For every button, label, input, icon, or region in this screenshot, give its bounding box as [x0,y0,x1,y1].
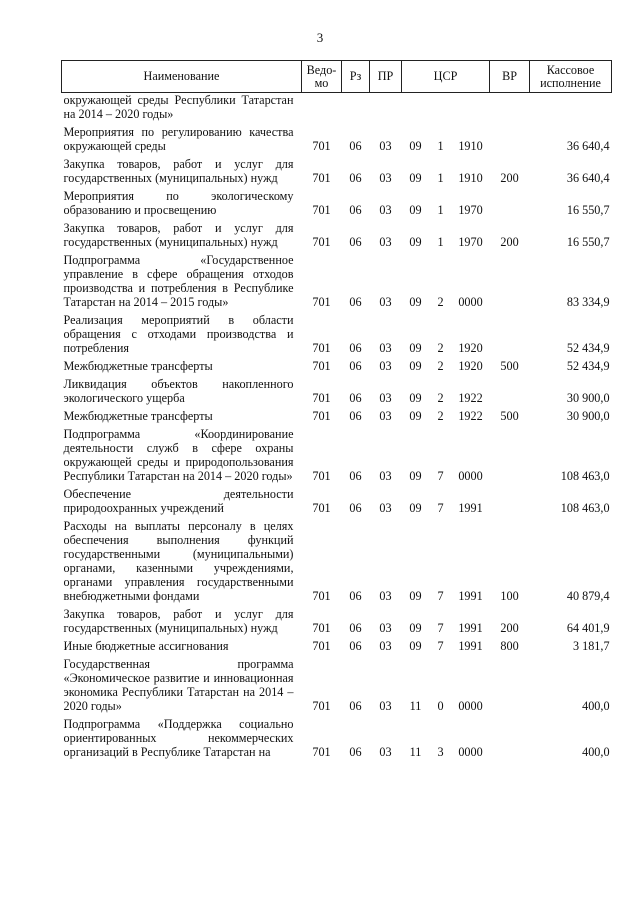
cell-sum: 400,0 [582,745,610,759]
header-sum-line1: Кассовое [546,62,595,77]
table-row [62,185,612,217]
cell-csr-program: 09 [409,469,422,483]
cell-name: Реализация мероприятий в области обращения с отходами производства и потребления [63,313,294,355]
cell-csr-subprogram: 2 [437,409,444,423]
cell-pr: 03 [379,699,392,713]
table-row [62,355,612,373]
cell-vr: 500 [500,359,519,373]
cell-name: Мероприятия по экологическому образованию и просвещению [63,189,294,217]
cell-csr-subprogram: 1 [437,171,444,185]
cell-name: Ликвидация объектов накопленного экологического ущерба [63,377,294,405]
cell-sum: 30 900,0 [566,409,610,423]
cell-pr: 03 [379,391,392,405]
cell-csr-item: 1991 [458,639,483,653]
cell-name: Обеспечение деятельности природоохранных учреждений [63,487,294,515]
cell-csr-program [402,93,430,122]
cell-rz: 06 [349,139,362,153]
cell-csr-subprogram: 7 [437,621,444,635]
cell-vr: 200 [500,171,519,185]
cell-vr [490,93,530,122]
cell-ved: 701 [312,295,331,309]
cell-sum: 64 401,9 [566,621,610,635]
cell-csr-item: 0000 [458,295,483,309]
cell-pr: 03 [379,501,392,515]
cell-sum: 16 550,7 [566,203,610,217]
cell-csr-item: 1970 [458,235,483,249]
cell-csr-program: 09 [409,391,422,405]
cell-sum: 83 334,9 [566,295,610,309]
cell-rz: 06 [349,699,362,713]
cell-rz: 06 [349,203,362,217]
cell-ved: 701 [312,639,331,653]
cell-sum [530,93,612,122]
cell-ved: 701 [312,745,331,759]
cell-csr-item: 1922 [458,409,483,423]
table-row [62,217,612,249]
cell-csr-program: 09 [409,621,422,635]
cell-sum: 30 900,0 [566,391,610,405]
cell-vr [490,713,530,759]
cell-rz: 06 [349,469,362,483]
table-row [62,93,612,122]
cell-csr-item: 1991 [458,621,483,635]
cell-vr: 200 [500,621,519,635]
header-name: Наименование [62,61,302,93]
cell-csr-program: 09 [409,203,422,217]
cell-vr [490,121,530,153]
cell-csr-subprogram: 1 [437,235,444,249]
header-sum [530,61,612,93]
cell-csr-program: 09 [409,589,422,603]
cell-sum: 36 640,4 [566,171,610,185]
cell-csr-program: 09 [409,501,422,515]
table-row [62,373,612,405]
cell-name: Закупка товаров, работ и услуг для государственных (муниципальных) нужд [63,157,294,185]
table-row [62,309,612,355]
cell-vr [490,483,530,515]
header-pr: ПР [370,61,402,93]
cell-pr: 03 [379,341,392,355]
cell-pr: 03 [379,639,392,653]
cell-rz: 06 [349,235,362,249]
cell-vr [490,653,530,713]
cell-csr-subprogram: 0 [437,699,444,713]
cell-csr-subprogram: 7 [437,501,444,515]
cell-sum: 52 434,9 [566,359,610,373]
cell-ved: 701 [312,341,331,355]
cell-csr-subprogram: 1 [437,203,444,217]
cell-ved: 701 [312,621,331,635]
table-row [62,121,612,153]
cell-pr: 03 [379,235,392,249]
cell-csr-subprogram: 1 [437,139,444,153]
cell-sum: 108 463,0 [560,469,610,483]
header-csr: ЦСР [402,61,490,93]
cell-vr [490,309,530,355]
cell-csr-program: 09 [409,639,422,653]
cell-csr-item: 1920 [458,341,483,355]
cell-name: Мероприятия по регулированию качества окружающей среды [63,125,294,153]
cell-name: Государственная программа «Экономическое развитие и инновационная экономика Республики Татарстан на 2014 – 2020 годы» [63,657,294,713]
cell-ved: 701 [312,139,331,153]
cell-csr-item: 1991 [458,589,483,603]
cell-csr-program: 09 [409,359,422,373]
cell-pr: 03 [379,621,392,635]
cell-rz [342,93,370,122]
table-row [62,515,612,603]
cell-rz: 06 [349,639,362,653]
cell-vr: 500 [500,409,519,423]
cell-csr-program: 09 [409,295,422,309]
cell-csr-subprogram: 7 [437,589,444,603]
cell-csr-program: 09 [409,171,422,185]
cell-csr-program: 11 [409,699,422,713]
cell-csr-program: 09 [409,341,422,355]
cell-csr-subprogram [430,93,452,122]
cell-sum: 36 640,4 [566,139,610,153]
cell-rz: 06 [349,171,362,185]
header-ved-line1: Ведо- [306,62,337,77]
table-body [62,93,612,760]
cell-sum: 400,0 [582,699,610,713]
cell-csr-item: 1970 [458,203,483,217]
cell-ved: 701 [312,589,331,603]
cell-pr: 03 [379,139,392,153]
header-ved-line2: мо [314,75,329,90]
cell-pr: 03 [379,469,392,483]
cell-sum: 52 434,9 [566,341,610,355]
table-row [62,653,612,713]
cell-rz: 06 [349,589,362,603]
cell-rz: 06 [349,295,362,309]
cell-rz: 06 [349,391,362,405]
table-row [62,423,612,483]
cell-name: Закупка товаров, работ и услуг для государственных (муниципальных) нужд [63,607,294,635]
cell-csr-program: 09 [409,139,422,153]
cell-rz: 06 [349,745,362,759]
cell-csr-program: 09 [409,235,422,249]
cell-vr [490,423,530,483]
cell-csr-subprogram: 3 [437,745,444,759]
header-sum-line2: исполнение [540,75,601,90]
cell-csr-item: 1922 [458,391,483,405]
cell-pr: 03 [379,745,392,759]
cell-ved: 701 [312,501,331,515]
cell-ved: 701 [312,469,331,483]
cell-csr-item: 0000 [458,469,483,483]
cell-csr-program: 09 [409,409,422,423]
cell-vr: 200 [500,235,519,249]
cell-name: Межбюджетные трансферты [63,359,213,373]
cell-vr: 800 [500,639,519,653]
cell-pr: 03 [379,359,392,373]
cell-rz: 06 [349,501,362,515]
cell-csr-subprogram: 2 [437,341,444,355]
cell-pr [370,93,402,122]
table-row [62,603,612,635]
table-row [62,153,612,185]
cell-vr [490,185,530,217]
cell-sum: 16 550,7 [566,235,610,249]
cell-csr-item: 1910 [458,139,483,153]
cell-ved: 701 [312,699,331,713]
cell-pr: 03 [379,295,392,309]
cell-ved: 701 [312,359,331,373]
cell-name: Подпрограмма «Поддержка социально ориентированных некоммерческих организаций в Республике Татарстан на [63,717,294,759]
header-ved [302,61,342,93]
table-row [62,483,612,515]
cell-name: Иные бюджетные ассигнования [63,639,229,653]
cell-rz: 06 [349,621,362,635]
cell-pr: 03 [379,171,392,185]
cell-pr: 03 [379,589,392,603]
cell-name: Подпрограмма «Координирование деятельности служб в сфере охраны окружающей среды и природопользования Республики Татарстан на 2014 – 2020 годы» [63,427,294,483]
cell-csr-item: 0000 [458,699,483,713]
cell-vr: 100 [500,589,519,603]
page-number: 3 [316,30,324,45]
cell-pr: 03 [379,409,392,423]
cell-sum: 3 181,7 [572,639,610,653]
cell-rz: 06 [349,341,362,355]
cell-name: Подпрограмма «Государственное управление в сфере обращения отходов производства и потребления в Республике Татарстан на 2014 – 2015 годы» [63,253,294,309]
table-row [62,249,612,309]
cell-sum: 40 879,4 [566,589,610,603]
cell-ved: 701 [312,203,331,217]
cell-csr-subprogram: 2 [437,391,444,405]
cell-name: Межбюджетные трансферты [63,409,213,423]
cell-csr-subprogram: 2 [437,359,444,373]
cell-ved: 701 [312,171,331,185]
cell-name: Расходы на выплаты персоналу в целях обеспечения выполнения функций государственными (муниципальными) органами, казенными учреждениями, органами управления государственными внебюджетными фондами [63,519,294,603]
table-row [62,713,612,759]
budget-table [61,60,612,759]
cell-pr: 03 [379,203,392,217]
cell-csr-subprogram: 7 [437,469,444,483]
cell-ved: 701 [312,409,331,423]
cell-csr-item: 1991 [458,501,483,515]
header-vr: ВР [490,61,530,93]
cell-csr-program: 11 [409,745,422,759]
cell-csr-subprogram: 7 [437,639,444,653]
table-row [62,405,612,423]
cell-csr-item [452,93,490,122]
table-row [62,635,612,653]
cell-vr [490,373,530,405]
cell-name: окружающей среды Республики Татарстан на 2014 – 2020 годы» [63,93,294,121]
cell-csr-item: 1920 [458,359,483,373]
cell-csr-item: 1910 [458,171,483,185]
cell-ved: 701 [312,235,331,249]
cell-csr-subprogram: 2 [437,295,444,309]
cell-rz: 06 [349,359,362,373]
cell-vr [490,249,530,309]
cell-csr-item: 0000 [458,745,483,759]
header-rz: Рз [342,61,370,93]
cell-ved: 701 [312,391,331,405]
cell-sum: 108 463,0 [560,501,610,515]
table-header [62,61,612,93]
cell-name: Закупка товаров, работ и услуг для государственных (муниципальных) нужд [63,221,294,249]
cell-ved [302,93,342,122]
cell-rz: 06 [349,409,362,423]
